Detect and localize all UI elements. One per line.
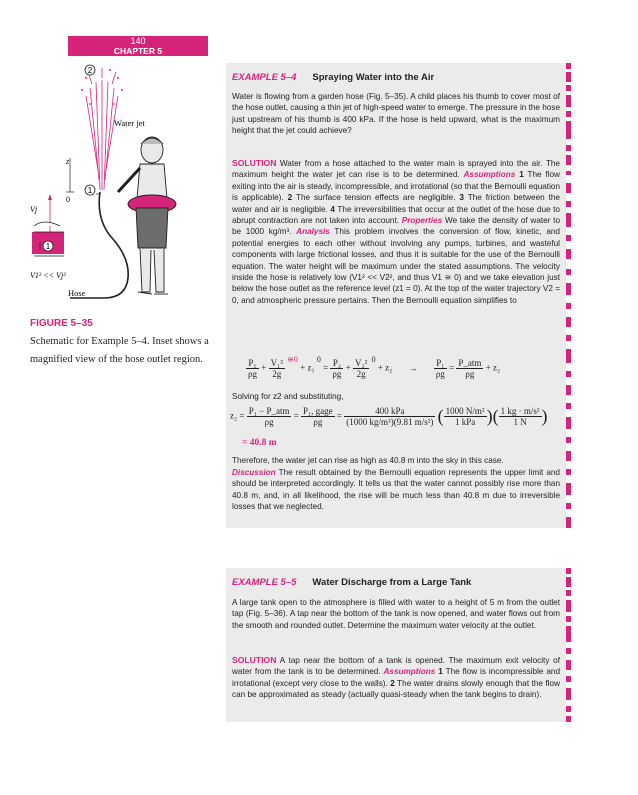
height-equation: z₂ = $\frac{\text{P₁ − P\_atm}}{\rho g}$ = $\frac{\text{P₁, gage}}{\rho g}$ = $\frac{\text{400 kPa}}{\text{(1000 kg/m³)(9.81 m/s²)}}$ ( $\frac{\text{1000 N/m²}}{\text{1 kPa}}$ )( $\frac{\text{1 kg · m/s²}}{1 N}$ ) xyxy=(230,406,548,427)
eq-patm: P_atm xyxy=(458,358,482,368)
eq2-factor1-num: 1000 N/m² xyxy=(445,406,485,416)
eq-plus: + xyxy=(300,362,306,373)
eq-plus: + xyxy=(261,362,267,373)
properties-heading: Properties xyxy=(401,216,443,226)
water-jet-label: Water jet xyxy=(114,118,145,128)
discussion-heading: Discussion xyxy=(232,468,276,477)
result-value: = 40.8 m xyxy=(242,438,277,448)
example-5-5-heading xyxy=(232,577,471,588)
eq-zero-a: 0 xyxy=(316,354,321,364)
eq2-equals: = xyxy=(293,410,299,421)
analysis-heading: Analysis xyxy=(296,227,330,237)
bernoulli-equation xyxy=(246,354,566,388)
assumption-1-number: 1 xyxy=(519,170,524,180)
solution-heading-2: SOLUTION xyxy=(232,655,277,665)
axis-z: z xyxy=(66,157,70,166)
eq2-den1: ρg xyxy=(264,417,274,427)
eq-plus: + xyxy=(377,362,383,373)
assumption-1: The flow exiting into the air is steady, incompressible, and irrotational (so that the Bernoulli equation is applicable). xyxy=(232,170,560,203)
example-5-4-solution xyxy=(232,158,560,306)
eq-equals: = xyxy=(449,362,455,373)
eq-zero-b: 0 xyxy=(371,354,376,364)
assumption-2-number-2: 2 xyxy=(390,678,395,688)
eq-rhog: ρg xyxy=(248,369,257,379)
solving-text: Solving for z2 and substituting, xyxy=(232,392,344,401)
discussion-text: The result obtained by the Bernoulli equation represents the upper limit and should be interpreted accordingly. It tells us that the water cannot possibly rise more than 40.8 m, and, in all likelihood, the rise will be much less than 40.8 m due to irreversible losses that we neglected. xyxy=(232,468,560,512)
assumption-4: The irreversibilities that occur at the outlet of the hose due to abrupt contraction are not taken into account. xyxy=(232,204,560,226)
eq-2g: 2g xyxy=(356,369,366,379)
figure-caption xyxy=(30,318,210,367)
hose xyxy=(70,192,128,298)
marker-2: 2 xyxy=(87,66,93,75)
velocity-condition: V1² << Vj² xyxy=(30,271,66,280)
conclusion-text: Therefore, the water jet can rise as high as 40.8 m into the sky in this case. xyxy=(232,456,504,465)
solution-text: Water from a hose attached to the water main is sprayed into the air. The maximum height the water jet can rise is to be determined. xyxy=(232,159,560,180)
eq-z1: z₁ xyxy=(307,362,315,373)
vj-label: Vj xyxy=(30,205,38,214)
example-5-4-title: Spraying Water into the Air xyxy=(312,72,435,83)
chapter-label: CHAPTER 5 xyxy=(113,46,163,56)
eq2-den2: ρg xyxy=(313,417,323,427)
figure-5-35 xyxy=(30,60,208,320)
example-5-4-heading xyxy=(232,72,434,83)
assumption-3: The friction between the water and air is negligible. xyxy=(232,193,560,214)
page-number: 140 xyxy=(130,36,146,46)
eq-v2sq: V₂² xyxy=(355,358,368,368)
eq-plus: + xyxy=(345,362,351,373)
water-jet-spray xyxy=(86,68,118,190)
hose-label: Hose xyxy=(68,288,86,298)
example-5-5-title: Water Discharge from a Large Tank xyxy=(312,577,472,588)
eq2-factor2-num: 1 kg · m/s² xyxy=(500,406,540,416)
eq-z2: z₂ xyxy=(385,362,393,373)
example-5-5-solution xyxy=(232,655,560,701)
eq-v1sq: V₁² xyxy=(270,358,283,368)
marker-1: 1 xyxy=(87,186,93,195)
eq-rhog: ρg xyxy=(435,369,445,379)
assumption-3-number: 3 xyxy=(459,193,464,203)
figure-caption-text: Schematic for Example 5–4. Inset shows a magnified view of the hose outlet region. xyxy=(30,336,209,365)
eq-p1: P₁ xyxy=(434,358,447,369)
eq2-num3: 400 kPa xyxy=(344,406,435,417)
properties-text: We take the density of water to be 1000 kg/m³. xyxy=(232,216,560,237)
assumption-2: The surface tension effects are negligible. xyxy=(295,193,456,203)
example-5-5-intro: A large tank open to the atmosphere is filled with water to a height of 5 m from the outlet tap (Fig. 5–36). A tap near the bottom of the tank is now opened, and water flows out from the smooth and rounded outlet. Determine the maximum water velocity at the outlet. xyxy=(232,598,560,630)
eq2-lhs: z₂ = xyxy=(230,410,245,421)
solution-heading: SOLUTION xyxy=(232,158,277,168)
eq2-num2: P₁, gage xyxy=(303,406,333,416)
figure-caption-label: FIGURE 5–35 xyxy=(30,318,93,329)
assumption-2-number: 2 xyxy=(287,193,293,203)
page-header xyxy=(68,36,208,56)
example-5-4-sidebar xyxy=(566,63,571,528)
example-5-4-intro: Water is flowing from a garden hose (Fig. 5–35). A child places his thumb to cover most of the hose outlet, causing a thin jet of high-speed water to emerge. The pressure in the hose just upstream of his thumb is 400 kPa. If the hose is held upward, what is the maximum height that the jet could achieve? xyxy=(232,92,561,136)
eq-z2: z₂ xyxy=(492,362,501,373)
solution-text-2: A tap near the bottom of a tank is opened. The maximum exit velocity of water from the tank is to be determined. xyxy=(232,656,560,677)
eq2-equals: = xyxy=(336,410,342,421)
marker-1-inset: 1 xyxy=(45,242,51,251)
assumptions-heading-2: Assumptions xyxy=(383,667,436,677)
eq2-factor2-den: 1 N xyxy=(513,417,527,427)
eq-rhog: ρg xyxy=(332,369,342,379)
eq-rhog: ρg xyxy=(465,369,475,379)
eq-p1: P₁ xyxy=(246,358,259,369)
assumptions-heading: Assumptions xyxy=(463,170,516,180)
assumption-1-2: The flow is incompressible and irrotational (except very close to the walls). xyxy=(232,667,561,688)
assumption-1-number-2: 1 xyxy=(438,667,443,677)
eq2-num1: P₁ − P_atm xyxy=(248,406,290,416)
eq-p2: P₂ xyxy=(330,358,343,369)
eq2-den3: (1000 kg/m³)(9.81 m/s²) xyxy=(346,417,434,427)
axis-zero: 0 xyxy=(66,195,70,204)
child-figure xyxy=(118,137,176,294)
eq-equals: = xyxy=(323,362,329,373)
eq-2g: 2g xyxy=(272,369,282,379)
example-5-5-label: EXAMPLE 5–5 xyxy=(232,577,297,588)
discussion xyxy=(232,467,560,513)
example-5-5-sidebar xyxy=(566,568,571,722)
example-5-4-label: EXAMPLE 5–4 xyxy=(232,72,297,83)
assumption-2-2: The water drains slowly enough that the flow can be approximated as steady (actually quasi-steady when the tank begins to drain). xyxy=(232,678,560,700)
eq-approx-zero: ≅0 xyxy=(287,354,298,364)
eq-plus: + xyxy=(485,362,491,373)
analysis-text: This problem involves the conversion of flow, kinetic, and potential energies to each other without involving any pumps, turbines, and wasteful components with large frictional losses, and thus it is suitable for the use of the Bernoulli equation. The water height will be maximum under the stated assumptions. The velocity inside the hose is relatively low (V1² << V2², and thus V1 ≅ 0) and we take elevation just below the hose outlet as the reference level (z1 = 0). At the top of the water trajectory V2 = 0, and atmospheric pressure pertains. Then the Bernoulli equation simplifies to xyxy=(232,227,560,305)
eq-arrow: → xyxy=(408,362,418,373)
eq2-factor1-den: 1 kPa xyxy=(454,417,476,427)
assumption-4-number: 4 xyxy=(330,204,335,214)
